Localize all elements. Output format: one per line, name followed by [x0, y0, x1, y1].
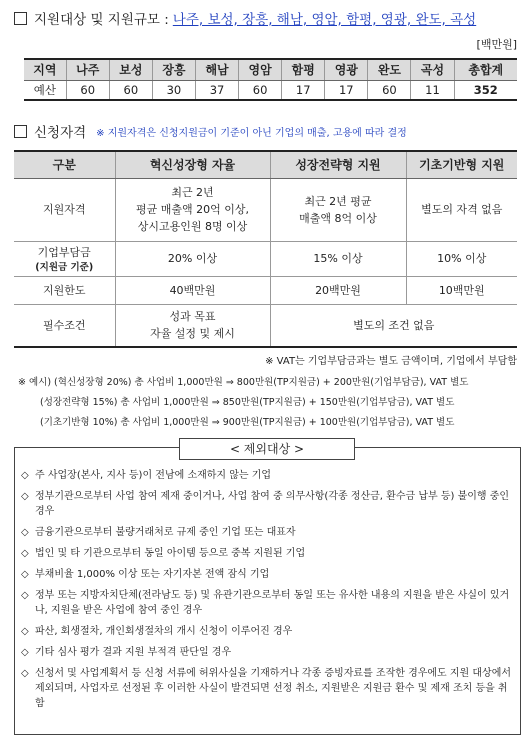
innov-share-cell: 20% 이상 — [115, 241, 270, 276]
list-item — [21, 525, 512, 540]
list-item-text: 법인 및 타 기관으로부터 동일 아이템 등으로 중복 지원된 기업 — [35, 548, 306, 559]
budget-header-cell: 곡성 — [411, 59, 454, 80]
eligibility-row — [14, 178, 517, 241]
list-item-text: 정부 또는 지방자치단체(전라남도 등) 및 유관기관으로부터 동일 또는 유사한 내용의 지원을 받은 사실이 있거나, 지원을 받은 사업에 참여 중인 경우 — [35, 590, 510, 616]
example-line: ※ 예시) (혁신성장형 20%) 총 사업비 1,000만원 ⇒ 800만원(TP지원금) + 200만원(기업부담금), VAT 별도 — [18, 377, 469, 388]
eligibility-header-cell: 구분 — [14, 151, 115, 178]
section-eligibility-label: 신청자격 — [34, 125, 87, 141]
basic-share-cell: 10% 이상 — [406, 241, 517, 276]
growth-eligibility-cell — [270, 178, 406, 241]
required-row — [14, 304, 517, 347]
cell-line: 상시고용인원 8명 이상 — [137, 220, 248, 233]
budget-header-cell: 영광 — [325, 59, 368, 80]
budget-cell: 60 — [66, 80, 109, 100]
budget-cell: 11 — [411, 80, 454, 100]
budget-header-cell: 함평 — [282, 59, 325, 80]
example-line: (기초기반형 10%) 총 사업비 1,000만원 ⇒ 900만원(TP지원금) + 100만원(기업부담금), VAT 별도 — [40, 417, 455, 428]
region-list-link: 나주, 보성, 장흥, 해남, 영암, 함평, 영광, 완도, 곡성 — [172, 12, 477, 28]
list-item — [21, 666, 512, 711]
list-item — [21, 588, 512, 618]
innov-eligibility-cell — [115, 178, 270, 241]
budget-header-cell: 장흥 — [152, 59, 195, 80]
budget-cell: 30 — [152, 80, 195, 100]
eligibility-header-cell: 기초기반형 지원 — [406, 151, 517, 178]
cell-line: 평균 매출액 20억 이상, — [136, 203, 249, 216]
budget-cell: 60 — [239, 80, 282, 100]
diamond-bullet-icon: ◇ — [21, 548, 29, 559]
budget-header-cell: 영암 — [239, 59, 282, 80]
cell-line: 성과 목표 — [169, 310, 216, 324]
budget-header-cell: 총합계 — [454, 59, 517, 80]
share-row — [14, 241, 517, 276]
eligibility-header-row — [14, 151, 517, 178]
budget-table — [24, 58, 517, 101]
list-item — [21, 645, 512, 660]
other-required-cell: 별도의 조건 없음 — [270, 304, 517, 347]
budget-row — [24, 80, 517, 100]
diamond-bullet-icon: ◇ — [21, 569, 29, 580]
row-label-main: 기업부담금 — [37, 245, 91, 259]
diamond-bullet-icon: ◇ — [21, 590, 29, 601]
eligibility-header-cell: 혁신성장형 자율 — [115, 151, 270, 178]
cell-line: 자율 설정 및 제시 — [150, 327, 235, 341]
list-item-text: 파산, 회생절차, 개인회생절차의 개시 신청이 이루어진 경우 — [35, 626, 293, 637]
row-label: 필수조건 — [14, 304, 115, 347]
eligibility-table — [14, 150, 517, 348]
budget-header-cell: 해남 — [195, 59, 238, 80]
diamond-bullet-icon: ◇ — [21, 668, 29, 679]
list-item — [21, 546, 512, 561]
budget-header-cell: 완도 — [368, 59, 411, 80]
diamond-bullet-icon: ◇ — [21, 647, 29, 658]
section-support-target-title — [14, 8, 476, 28]
budget-cell: 예산 — [24, 80, 66, 100]
checkbox-square-icon — [14, 12, 27, 25]
basic-eligibility-cell: 별도의 자격 없음 — [406, 178, 517, 241]
budget-cell: 60 — [109, 80, 152, 100]
growth-share-cell: 15% 이상 — [270, 241, 406, 276]
list-item-text: 금융기관으로부터 불량거래처로 규제 중인 기업 또는 대표자 — [35, 527, 296, 538]
budget-total-cell: 352 — [454, 80, 517, 100]
cell-line: 최근 2년 — [171, 186, 214, 199]
diamond-bullet-icon: ◇ — [21, 491, 29, 502]
budget-header-cell: 나주 — [66, 59, 109, 80]
list-item-text: 신청서 및 사업계획서 등 신청 서류에 허위사실을 기재하거나 각종 증빙자료를 조작한 경우에도 지원 대상에서 제외되며, 사업자로 선정된 후 이러한 사실이 발견되면 선정 취소, 지원받은 지원금 환수 및 제재 조치 등을 취함 — [35, 668, 512, 709]
row-label: 지원한도 — [14, 276, 115, 304]
diamond-bullet-icon: ◇ — [21, 626, 29, 637]
budget-header-cell: 지역 — [24, 59, 66, 80]
section-support-target-label: 지원대상 및 지원규모 : — [34, 12, 169, 28]
limit-row — [14, 276, 517, 304]
budget-cell: 17 — [325, 80, 368, 100]
unit-label: [백만원] — [476, 38, 517, 51]
budget-cell: 60 — [368, 80, 411, 100]
section-eligibility-title — [14, 121, 407, 141]
list-item — [21, 468, 512, 483]
exclusions-title: < 제외대상 > — [179, 438, 355, 460]
innov-required-cell — [115, 304, 270, 347]
budget-cell: 37 — [195, 80, 238, 100]
row-label: 지원자격 — [14, 178, 115, 241]
growth-limit-cell: 20백만원 — [270, 276, 406, 304]
row-label-sub: (지원금 기준) — [35, 261, 94, 273]
list-item-text: 주 사업장(본사, 지사 등)이 전남에 소재하지 않는 기업 — [35, 470, 272, 481]
list-item-text: 정부기관으로부터 사업 참여 제재 중이거나, 사업 참여 중 의무사항(각종 정산금, 환수금 납부 등) 불이행 중인 경우 — [35, 491, 510, 517]
cell-line: 매출액 8억 이상 — [299, 211, 377, 225]
list-item-text: 기타 심사 평가 결과 지원 부적격 판단일 경우 — [35, 647, 232, 658]
list-item-text: 부채비율 1,000% 이상 또는 자기자본 전액 잠식 기업 — [35, 569, 270, 580]
eligibility-header-cell: 성장전략형 지원 — [270, 151, 406, 178]
innov-limit-cell: 40백만원 — [115, 276, 270, 304]
cell-line: 최근 2년 평균 — [304, 194, 372, 208]
list-item — [21, 567, 512, 582]
diamond-bullet-icon: ◇ — [21, 527, 29, 538]
basic-limit-cell: 10백만원 — [406, 276, 517, 304]
exclusions-box — [14, 442, 521, 735]
eligibility-note: ※ 지원자격은 신청지원금이 기준이 아닌 기업의 매출, 고용에 따라 결정 — [96, 127, 407, 139]
row-label — [14, 241, 115, 276]
budget-cell: 17 — [282, 80, 325, 100]
example-line: (성장전략형 15%) 총 사업비 1,000만원 ⇒ 850만원(TP지원금) + 150만원(기업부담금), VAT 별도 — [40, 397, 455, 408]
list-item — [21, 489, 512, 519]
budget-header-cell: 보성 — [109, 59, 152, 80]
list-item — [21, 624, 512, 639]
exclusions-list — [21, 468, 512, 716]
diamond-bullet-icon: ◇ — [21, 470, 29, 481]
vat-note: ※ VAT는 기업부담금과는 별도 금액이며, 기업에서 부담함 — [265, 356, 517, 367]
checkbox-square-icon — [14, 125, 27, 138]
budget-header-row — [24, 59, 517, 80]
